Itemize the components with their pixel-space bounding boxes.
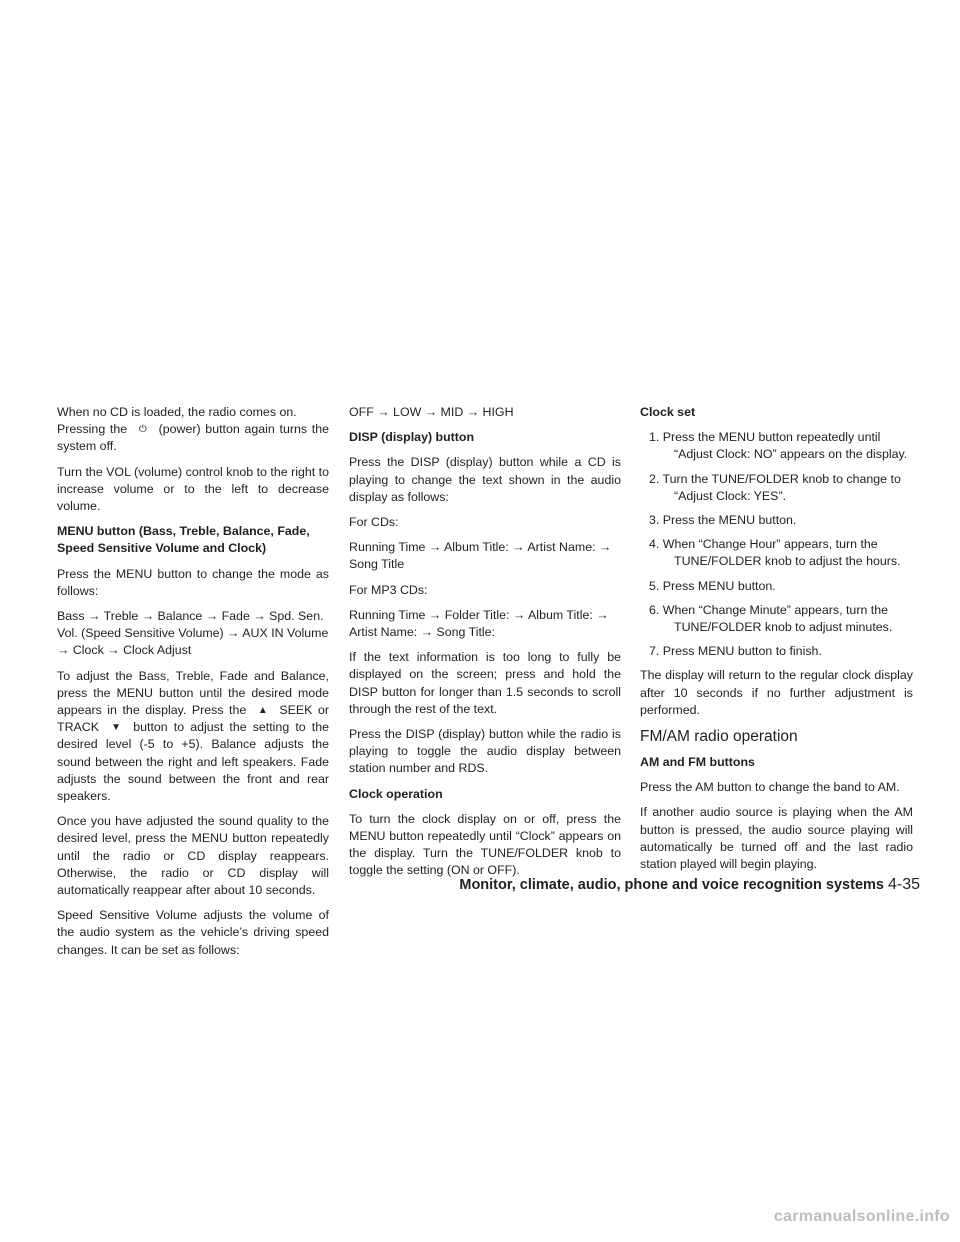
paragraph: For CDs: xyxy=(349,515,399,530)
list-item: 6. When “Change Minute” appears, turn the TUNE/FOLDER knob to adjust minutes. xyxy=(649,602,893,635)
paragraph xyxy=(57,668,329,806)
list-item: 4. When “Change Hour” appears, turn the TUNE/FOLDER knob to adjust the hours. xyxy=(649,537,901,569)
text: When no CD is loaded, the radio comes on. xyxy=(57,405,297,419)
paragraph: Speed Sensitive Volume adjusts the volume of the audio system as the vehicle’s driving speed changes. It can be set as follows: xyxy=(57,908,329,957)
paragraph: For MP3 CDs: xyxy=(349,582,428,597)
paragraph: Once you have adjusted the sound quality to the desired level, press the MENU button repeatedly until the radio or CD display reappears. Otherwise, the radio or CD display will automatically reappear after about 10 seconds. xyxy=(57,814,329,898)
triangle-down-icon: ▼ xyxy=(111,722,122,734)
list-item: 2. Turn the TUNE/FOLDER knob to change to “Adjust Clock: YES”. xyxy=(649,471,901,503)
list-item: 5. Press MENU button. xyxy=(649,578,776,593)
section-heading-clock-set: Clock set xyxy=(640,405,696,419)
list-item: 7. Press MENU button to finish. xyxy=(649,644,822,659)
paragraph: Press the AM button to change the band to AM. xyxy=(640,780,900,795)
power-icon: ⏻ xyxy=(138,424,147,436)
paragraph: If the text information is too long to fully be displayed on the screen; press and hold the DISP button for longer than 1.5 seconds to scroll through the rest of the text. xyxy=(349,650,621,716)
column-right xyxy=(640,404,913,881)
section-heading-menu-button: MENU button (Bass, Treble, Balance, Fade, Speed Sensitive Volume and Clock) xyxy=(57,524,310,556)
paragraph: If another audio source is playing when the AM button is pressed, the audio source playing will automatically be turned off and the last radio station played will begin playing. xyxy=(640,805,913,872)
text: SEEK or TRACK xyxy=(57,703,329,735)
section-heading-am-fm-buttons: AM and FM buttons xyxy=(640,755,755,770)
paragraph: Press the DISP (display) button while the radio is playing to toggle the audio display between station number and RDS. xyxy=(349,727,621,776)
column-middle xyxy=(349,404,621,888)
text: (power) button again turns the system off. xyxy=(57,422,329,454)
column-left xyxy=(57,404,329,967)
section-title-fm-am: FM/AM radio operation xyxy=(640,728,798,746)
paragraph xyxy=(57,404,329,456)
paragraph: To turn the clock display on or off, press the MENU button repeatedly until “Clock” appears on the display. Turn the TUNE/FOLDER knob to toggle the setting (ON or OFF). xyxy=(349,811,621,878)
paragraph: Turn the VOL (volume) control knob to the right to increase volume or to the left to decrease volume. xyxy=(57,464,329,514)
list-item: 1. Press the MENU button repeatedly until “Adjust Clock: NO” appears on the display. xyxy=(649,430,908,462)
section-heading-clock-operation: Clock operation xyxy=(349,786,443,801)
text: To adjust the Bass, Treble, Fade and Balance, press the MENU button until the desired mode appears in the display. Press the xyxy=(57,668,329,718)
triangle-up-icon: ▲ xyxy=(257,705,268,717)
display-sequence: Running Time → Album Title: → Artist Name: → Song Title xyxy=(349,540,612,572)
text: button to adjust the setting to the desired level (-5 to +5). Balance adjusts the sound between the right and left speakers. Fade adjusts the sound between the front and rear speakers. xyxy=(57,720,329,804)
watermark: carmanualsonline.info xyxy=(773,1208,950,1225)
paragraph: Press the MENU button to change the mode as follows: xyxy=(57,566,329,598)
page-footer xyxy=(430,876,920,894)
paragraph: The display will return to the regular clock display after 10 seconds if no further adjustment is performed. xyxy=(640,668,913,717)
page-number: 4-35 xyxy=(887,876,920,893)
list-item: 3. Press the MENU button. xyxy=(649,513,797,528)
mode-sequence: Bass → Treble → Balance → Fade → Spd. Sen. Vol. (Speed Sensitive Volume) → AUX IN Volume → Clock → Clock Adjust xyxy=(57,609,329,658)
paragraph: Press the DISP (display) button while a CD is playing to change the text shown in the audio display as follows: xyxy=(349,455,621,504)
chapter-title: Monitor, climate, audio, phone and voice recognition systems xyxy=(459,877,884,893)
level-sequence: OFF → LOW → MID → HIGH xyxy=(349,405,514,419)
text: Pressing the xyxy=(57,422,128,437)
step-list xyxy=(640,429,913,660)
section-heading-disp-button: DISP (display) button xyxy=(349,430,475,445)
display-sequence: Running Time → Folder Title: → Album Title: → Artist Name: → Song Title: xyxy=(349,607,609,640)
